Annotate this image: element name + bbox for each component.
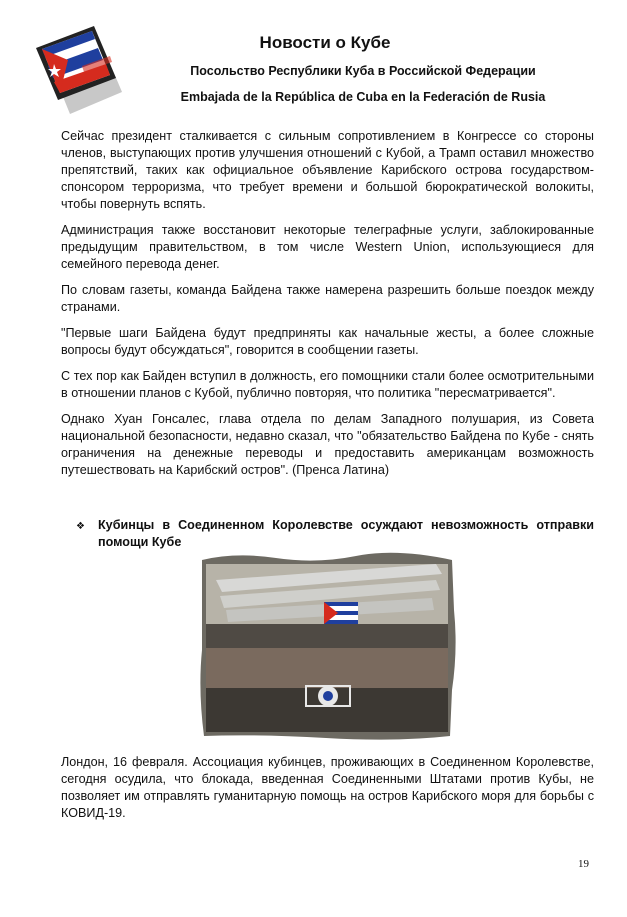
- article-paragraph: Администрация также восстановит некоторые телеграфные услуги, заблокированные предыдущим правительством, в том числе Western Union, использующиеся для семейного перевода денег.: [61, 223, 594, 271]
- bullet-icon: ❖: [76, 521, 85, 532]
- news-paragraph: Лондон, 16 февраля. Ассоциация кубинцев, проживающих в Соединенном Королевстве, сегодня осудила, что блокада, введенная Соединенными Штатами против Кубы, не позволяет им отправлять гуманитарную помощь на остров Карибского моря для борьбы с КОВИД-19.: [61, 755, 594, 820]
- subtitle-russian: Посольство Республики Куба в Российской Федерации: [190, 64, 536, 78]
- page-number: 19: [578, 858, 589, 870]
- group-photo: [196, 550, 458, 744]
- subtitle-spanish: Embajada de la República de Cuba en la Federación de Rusia: [180, 90, 546, 104]
- article-body: [61, 128, 594, 488]
- page-title: Новости о Кубе: [259, 33, 391, 52]
- article-paragraph: Сейчас президент сталкивается с сильным сопротивлением в Конгрессе со стороны членов, выступающих против улучшения отношений с Кубой, а Трамп оставил множество препятствий, таких как официальное объявление Карибского острова государством-спонсором терроризма, что требует времени и большой бюрократической волокиты, чтобы повернуть вспять.: [61, 129, 594, 211]
- article-paragraph: "Первые шаги Байдена будут предприняты как начальные жесты, а более сложные вопросы будут обсуждаться", говорится в сообщении газеты.: [61, 326, 594, 357]
- article-paragraph: С тех пор как Байден вступил в должность, его помощники стали более осмотрительными в отношении планов с Кубой, публично повторяя, что политика "пересматривается".: [61, 369, 594, 400]
- section-heading: Кубинцы в Соединенном Королевстве осуждают невозможность отправки помощи Кубе: [98, 518, 594, 549]
- news-section: [76, 517, 594, 551]
- article-paragraph: Однако Хуан Гонсалес, глава отдела по делам Западного полушария, из Совета национальной безопасности, недавно сказал, что "обязательство Байдена по Кубе - снять ограничения на денежные переводы и предоставить американцам возможность путешествовать на Карибский остров". (Пренса Латина): [61, 412, 594, 477]
- article-paragraph: По словам газеты, команда Байдена также намерена разрешить больше поездок между странами.: [61, 283, 594, 314]
- flag-logo: [30, 22, 140, 122]
